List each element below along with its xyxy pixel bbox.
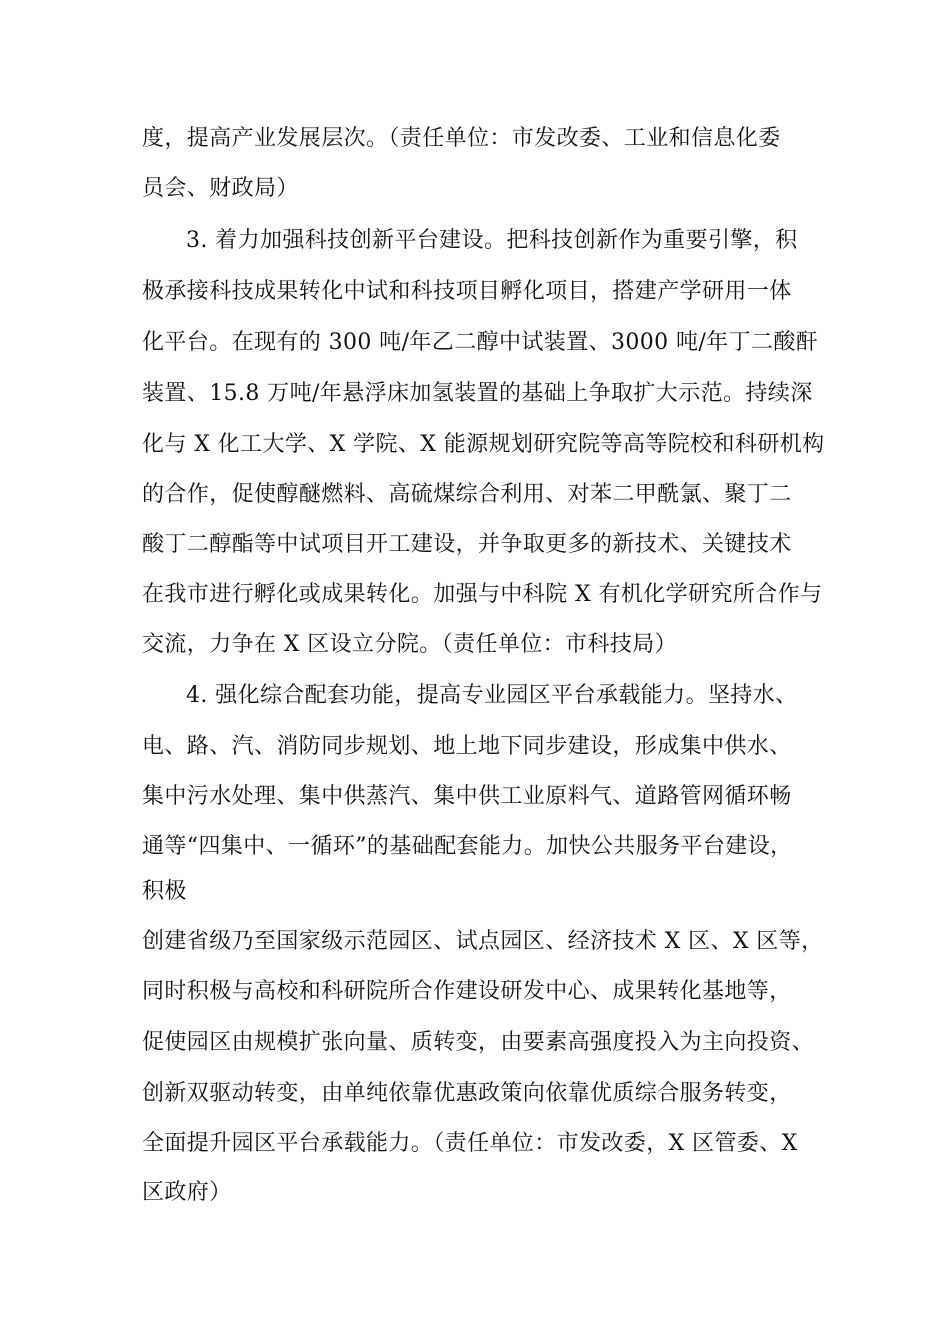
paragraph-3-heading-line: 3. 着力加强科技创新平台建设。把科技创新作为重要引擎，积 [186,228,798,253]
text-line: 区政府） [142,1180,232,1205]
text-line: 积极 [142,879,187,904]
text-line: 通等“四集中、一循环”的基础配套能力。加快公共服务平台建设， [142,834,793,859]
text-line: 的合作，促使醇醚燃料、高硫煤综合利用、对苯二甲酰氯、聚丁二 [142,482,792,507]
text-line: 促使园区由规模扩张向量、质转变，由要素高强度投入为主向投资、 [142,1030,815,1055]
text-line: 同时积极与高校和科研院所合作建设研发中心、成果转化基地等， [142,979,792,1004]
text-line: 创新双驱动转变，由单纯依靠优惠政策向依靠优质综合服务转变， [142,1081,792,1106]
text-line: 创建省级乃至国家级示范园区、试点园区、经济技术 X 区、X 区等， [142,929,824,954]
text-line: 交流，力争在 X 区设立分院。（责任单位：市科技局） [142,632,678,657]
text-line: 电、路、汽、消防同步规划、地上地下同步建设，形成集中供水、 [142,734,792,759]
text-line: 酸丁二醇酯等中试项目开工建设，并争取更多的新技术、关键技术 [142,532,792,557]
text-line: 化平台。在现有的 300 吨/年乙二醇中试装置、3000 吨/年丁二酸酐 [142,330,819,355]
text-line: 装置、15.8 万吨/年悬浮床加氢装置的基础上争取扩大示范。持续深 [142,381,813,406]
text-line: 化与 X 化工大学、X 学院、X 能源规划研究院等高等院校和科研机构 [142,432,825,457]
text-line: 集中污水处理、集中供蒸汽、集中供工业原料气、道路管网循环畅 [142,784,792,809]
text-line: 极承接科技成果转化中试和科技项目孵化项目，搭建产学研用一体 [142,279,792,304]
text-line: 度，提高产业发展层次。（责任单位：市发改委、工业和信息化委 [142,126,781,151]
text-line: 员会、财政局） [142,176,299,201]
text-line: 在我市进行孵化或成果转化。加强与中科院 X 有机化学研究所合作与 [142,582,823,607]
paragraph-4-heading-line: 4. 强化综合配套功能，提高专业园区平台承载能力。坚持水、 [186,683,798,708]
text-line: 全面提升园区平台承载能力。（责任单位：市发改委，X 区管委、X [142,1131,798,1156]
